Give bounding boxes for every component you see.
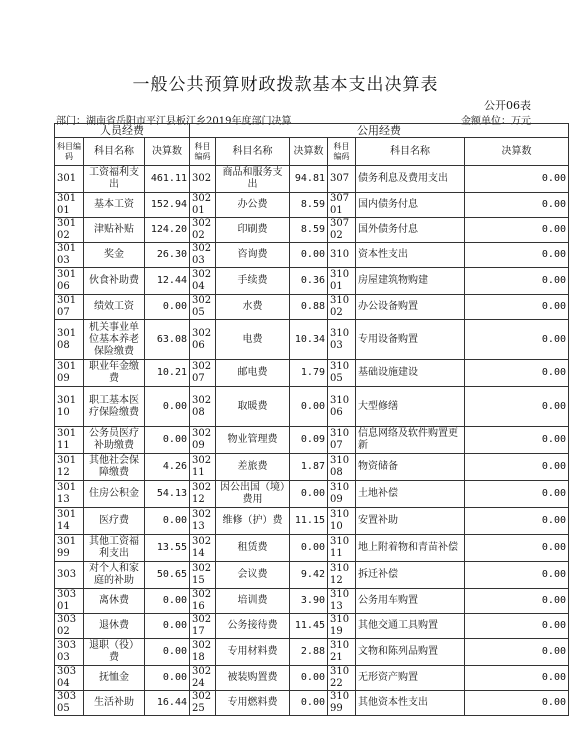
- cell-code: 30107: [55, 295, 84, 320]
- cell-name: 无形资产购置: [356, 666, 465, 691]
- cell-amount: 0.00: [465, 268, 569, 295]
- cell-amount: 0.00: [465, 535, 569, 562]
- cell-code: 30302: [55, 614, 84, 639]
- cell-amount: 0.00: [290, 243, 328, 268]
- cell-code: 31006: [328, 387, 356, 427]
- cell-amount: 0.00: [145, 295, 190, 320]
- cell-code: 30702: [328, 218, 356, 243]
- table-row: [55, 387, 569, 427]
- cell-code: 30112: [55, 454, 84, 481]
- header-name: 科目名称: [356, 138, 465, 166]
- cell-code: 30303: [55, 639, 84, 666]
- cell-amount: 0.00: [465, 562, 569, 589]
- cell-name: 津贴补贴: [84, 218, 145, 243]
- table-row: [55, 295, 569, 320]
- cell-code: 30101: [55, 193, 84, 218]
- cell-code: 30212: [190, 481, 216, 508]
- cell-name: 工资福利支出: [84, 166, 145, 193]
- cell-amount: 63.08: [145, 320, 190, 360]
- unit-label: 金额单位：万元: [461, 116, 531, 127]
- cell-amount: 1.87: [290, 454, 328, 481]
- cell-name: 邮电费: [216, 360, 290, 387]
- cell-name: 水费: [216, 295, 290, 320]
- cell-name: 手续费: [216, 268, 290, 295]
- cell-amount: 54.13: [145, 481, 190, 508]
- cell-code: 30110: [55, 387, 84, 427]
- cell-name: 基础设施建设: [356, 360, 465, 387]
- cell-name: 其他资本性支出: [356, 691, 465, 716]
- cell-name: 公务用车购置: [356, 589, 465, 614]
- cell-name: 差旅费: [216, 454, 290, 481]
- cell-amount: 0.00: [465, 639, 569, 666]
- header-code: 科目编码: [55, 138, 84, 166]
- cell-code: 30213: [190, 508, 216, 535]
- cell-amount: 0.00: [145, 589, 190, 614]
- cell-amount: 9.42: [290, 562, 328, 589]
- group-header-personnel: 人员经费: [55, 124, 190, 138]
- cell-code: 30224: [190, 666, 216, 691]
- cell-amount: 0.00: [290, 387, 328, 427]
- cell-amount: 13.55: [145, 535, 190, 562]
- cell-code: 30111: [55, 427, 84, 454]
- cell-amount: 0.00: [465, 295, 569, 320]
- cell-amount: 26.30: [145, 243, 190, 268]
- cell-code: 30113: [55, 481, 84, 508]
- cell-name: 安置补助: [356, 508, 465, 535]
- cell-name: 退职（役）费: [84, 639, 145, 666]
- cell-code: 310: [328, 243, 356, 268]
- cell-amount: 50.65: [145, 562, 190, 589]
- cell-code: 30208: [190, 387, 216, 427]
- cell-name: 维修（护）费: [216, 508, 290, 535]
- header-amount: 决算数: [290, 138, 328, 166]
- table-row: [55, 243, 569, 268]
- cell-amount: 94.81: [290, 166, 328, 193]
- cell-code: 30701: [328, 193, 356, 218]
- cell-name: 物业管理费: [216, 427, 290, 454]
- cell-amount: 10.21: [145, 360, 190, 387]
- cell-code: 301: [55, 166, 84, 193]
- cell-code: 31007: [328, 427, 356, 454]
- cell-amount: 0.00: [145, 639, 190, 666]
- table-body: [55, 166, 569, 716]
- cell-amount: 0.09: [290, 427, 328, 454]
- cell-code: 31013: [328, 589, 356, 614]
- cell-code: 31021: [328, 639, 356, 666]
- cell-name: 办公费: [216, 193, 290, 218]
- cell-amount: 0.00: [145, 427, 190, 454]
- cell-amount: 3.90: [290, 589, 328, 614]
- cell-name: 生活补助: [84, 691, 145, 716]
- cell-code: 31008: [328, 454, 356, 481]
- cell-amount: 124.20: [145, 218, 190, 243]
- cell-code: 31009: [328, 481, 356, 508]
- cell-name: 因公出国（境）费用: [216, 481, 290, 508]
- cell-amount: 0.00: [465, 454, 569, 481]
- group-header-public: 公用经费: [190, 124, 569, 138]
- cell-code: 31099: [328, 691, 356, 716]
- cell-name: 职业年金缴费: [84, 360, 145, 387]
- cell-amount: 0.36: [290, 268, 328, 295]
- cell-amount: 0.00: [145, 508, 190, 535]
- table-row: [55, 454, 569, 481]
- cell-amount: 152.94: [145, 193, 190, 218]
- cell-name: 国外债务付息: [356, 218, 465, 243]
- cell-amount: 8.59: [290, 218, 328, 243]
- cell-amount: 0.00: [465, 218, 569, 243]
- cell-name: 商品和服务支出: [216, 166, 290, 193]
- header-code: 科目编码: [328, 138, 356, 166]
- cell-amount: 0.00: [465, 508, 569, 535]
- cell-name: 对个人和家庭的补助: [84, 562, 145, 589]
- cell-code: 30203: [190, 243, 216, 268]
- cell-amount: 0.00: [290, 481, 328, 508]
- table-row: [55, 666, 569, 691]
- cell-code: 30108: [55, 320, 84, 360]
- cell-name: 其他工资福利支出: [84, 535, 145, 562]
- cell-code: 30202: [190, 218, 216, 243]
- cell-name: 抚恤金: [84, 666, 145, 691]
- cell-amount: 0.00: [465, 193, 569, 218]
- expenditure-table: [54, 123, 569, 716]
- cell-name: 信息网络及软件购置更新: [356, 427, 465, 454]
- cell-name: 机关事业单位基本养老保险缴费: [84, 320, 145, 360]
- table-row: [55, 360, 569, 387]
- header-code: 科目编码: [190, 138, 216, 166]
- cell-code: 30207: [190, 360, 216, 387]
- table-code: 公开06表: [484, 99, 531, 112]
- department-label: 部门：湖南省岳阳市平江县板江乡2019年度部门决算: [56, 116, 292, 127]
- cell-name: 大型修缮: [356, 387, 465, 427]
- cell-code: 30206: [190, 320, 216, 360]
- cell-amount: 0.00: [290, 535, 328, 562]
- cell-amount: 1.79: [290, 360, 328, 387]
- table-row: [55, 320, 569, 360]
- table-row: [55, 481, 569, 508]
- table-row: [55, 166, 569, 193]
- cell-code: 31005: [328, 360, 356, 387]
- table-row: [55, 562, 569, 589]
- cell-code: 30225: [190, 691, 216, 716]
- cell-amount: 0.00: [465, 243, 569, 268]
- table-row: [55, 639, 569, 666]
- cell-name: 会议费: [216, 562, 290, 589]
- cell-name: 奖金: [84, 243, 145, 268]
- cell-name: 其他社会保障缴费: [84, 454, 145, 481]
- cell-name: 租赁费: [216, 535, 290, 562]
- cell-code: 31002: [328, 295, 356, 320]
- cell-name: 土地补偿: [356, 481, 465, 508]
- header-amount: 决算数: [145, 138, 190, 166]
- cell-amount: 0.00: [145, 666, 190, 691]
- cell-name: 伙食补助费: [84, 268, 145, 295]
- cell-name: 专用材料费: [216, 639, 290, 666]
- cell-code: 30214: [190, 535, 216, 562]
- table-row: [55, 508, 569, 535]
- cell-code: 30103: [55, 243, 84, 268]
- cell-code: 30102: [55, 218, 84, 243]
- cell-code: 31003: [328, 320, 356, 360]
- header-name: 科目名称: [216, 138, 290, 166]
- cell-amount: 0.00: [465, 481, 569, 508]
- cell-code: 30109: [55, 360, 84, 387]
- cell-amount: 0.00: [465, 166, 569, 193]
- cell-name: 取暖费: [216, 387, 290, 427]
- cell-name: 公务接待费: [216, 614, 290, 639]
- cell-amount: 0.00: [290, 691, 328, 716]
- cell-code: 30218: [190, 639, 216, 666]
- cell-code: 30215: [190, 562, 216, 589]
- cell-code: 30217: [190, 614, 216, 639]
- cell-amount: 0.00: [465, 691, 569, 716]
- cell-name: 电费: [216, 320, 290, 360]
- cell-name: 公务员医疗补助缴费: [84, 427, 145, 454]
- table-row: [55, 691, 569, 716]
- table-row: [55, 193, 569, 218]
- cell-amount: 0.00: [465, 589, 569, 614]
- header-name: 科目名称: [84, 138, 145, 166]
- cell-name: 地上附着物和青苗补偿: [356, 535, 465, 562]
- cell-code: 30305: [55, 691, 84, 716]
- table-row: [55, 427, 569, 454]
- cell-code: 31022: [328, 666, 356, 691]
- cell-code: 30216: [190, 589, 216, 614]
- cell-amount: 10.34: [290, 320, 328, 360]
- cell-code: 30199: [55, 535, 84, 562]
- cell-code: 31001: [328, 268, 356, 295]
- cell-amount: 0.00: [145, 614, 190, 639]
- cell-name: 其他交通工具购置: [356, 614, 465, 639]
- cell-code: 31011: [328, 535, 356, 562]
- cell-code: 307: [328, 166, 356, 193]
- cell-amount: 0.00: [290, 666, 328, 691]
- cell-amount: 0.00: [465, 427, 569, 454]
- table-row: [55, 535, 569, 562]
- cell-name: 绩效工资: [84, 295, 145, 320]
- cell-code: 30211: [190, 454, 216, 481]
- table-row: [55, 218, 569, 243]
- cell-name: 离休费: [84, 589, 145, 614]
- cell-amount: 0.88: [290, 295, 328, 320]
- cell-code: 30106: [55, 268, 84, 295]
- cell-name: 职工基本医疗保险缴费: [84, 387, 145, 427]
- cell-code: 30204: [190, 268, 216, 295]
- cell-name: 债务利息及费用支出: [356, 166, 465, 193]
- cell-code: 30114: [55, 508, 84, 535]
- cell-name: 咨询费: [216, 243, 290, 268]
- cell-code: 31012: [328, 562, 356, 589]
- cell-name: 印刷费: [216, 218, 290, 243]
- cell-name: 被装购置费: [216, 666, 290, 691]
- cell-name: 基本工资: [84, 193, 145, 218]
- cell-name: 资本性支出: [356, 243, 465, 268]
- cell-name: 文物和陈列品购置: [356, 639, 465, 666]
- report-title: 一般公共预算财政拨款基本支出决算表: [132, 75, 439, 95]
- cell-amount: 0.00: [465, 614, 569, 639]
- cell-name: 办公设备购置: [356, 295, 465, 320]
- cell-name: 退休费: [84, 614, 145, 639]
- cell-amount: 461.11: [145, 166, 190, 193]
- cell-amount: 2.88: [290, 639, 328, 666]
- cell-amount: 16.44: [145, 691, 190, 716]
- table-row: [55, 589, 569, 614]
- cell-code: 30205: [190, 295, 216, 320]
- cell-amount: 12.44: [145, 268, 190, 295]
- cell-code: 31019: [328, 614, 356, 639]
- cell-name: 专用设备购置: [356, 320, 465, 360]
- cell-amount: 0.00: [465, 360, 569, 387]
- cell-amount: 0.00: [465, 387, 569, 427]
- cell-code: 31010: [328, 508, 356, 535]
- cell-code: 303: [55, 562, 84, 589]
- cell-amount: 0.00: [145, 387, 190, 427]
- cell-name: 房屋建筑物购建: [356, 268, 465, 295]
- table-row: [55, 614, 569, 639]
- cell-name: 培训费: [216, 589, 290, 614]
- cell-amount: 11.15: [290, 508, 328, 535]
- cell-name: 医疗费: [84, 508, 145, 535]
- cell-code: 30209: [190, 427, 216, 454]
- header-amount: 决算数: [465, 138, 569, 166]
- cell-amount: 0.00: [465, 666, 569, 691]
- cell-code: 30201: [190, 193, 216, 218]
- cell-amount: 0.00: [465, 320, 569, 360]
- cell-code: 302: [190, 166, 216, 193]
- cell-name: 住房公积金: [84, 481, 145, 508]
- cell-name: 专用燃料费: [216, 691, 290, 716]
- cell-name: 拆迁补偿: [356, 562, 465, 589]
- cell-amount: 11.45: [290, 614, 328, 639]
- cell-name: 物资储备: [356, 454, 465, 481]
- cell-code: 30301: [55, 589, 84, 614]
- cell-amount: 4.26: [145, 454, 190, 481]
- cell-code: 30304: [55, 666, 84, 691]
- cell-amount: 8.59: [290, 193, 328, 218]
- table-row: [55, 268, 569, 295]
- cell-name: 国内债务付息: [356, 193, 465, 218]
